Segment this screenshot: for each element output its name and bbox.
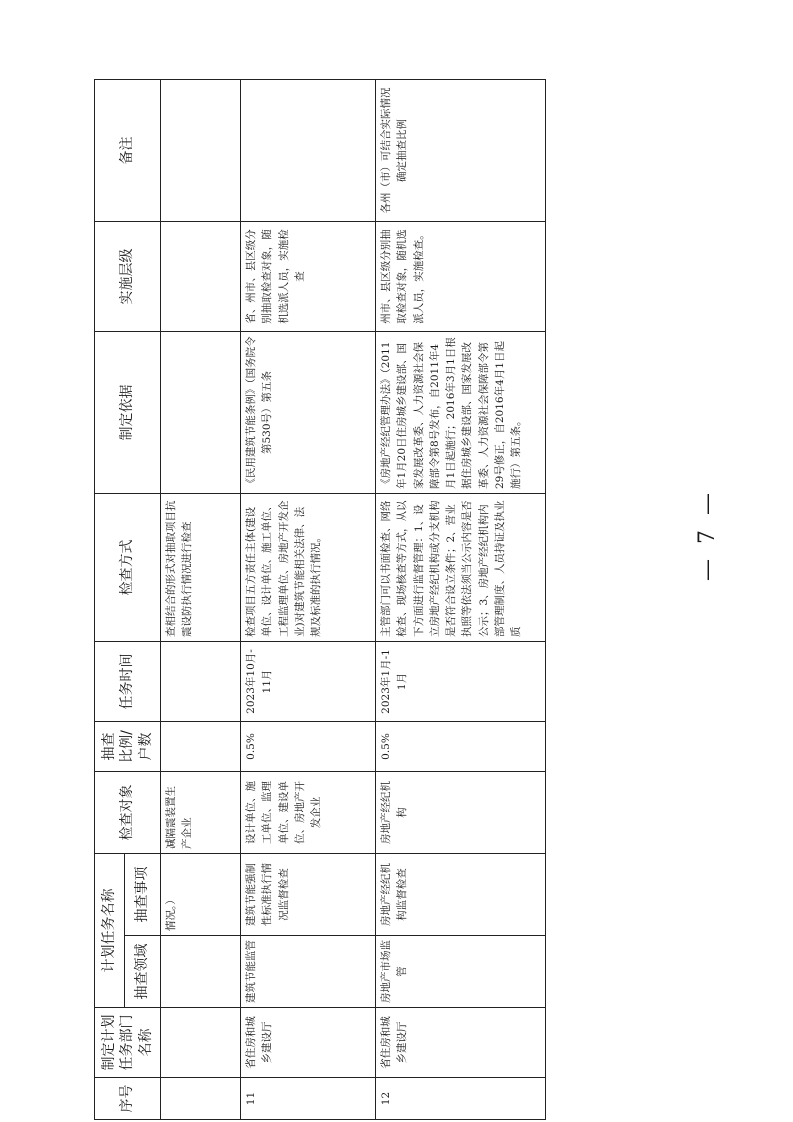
- header-plan-name: 计划任务名称: [95, 854, 125, 1008]
- cell-remark: [241, 80, 376, 222]
- header-seq: 序号: [95, 1078, 161, 1120]
- header-remark: 备注: [95, 80, 161, 222]
- cell-field: 房地产市场监管: [376, 936, 546, 1008]
- cell-remark: 各州（市）可结合实际情况确定抽查比例: [376, 80, 546, 222]
- page-number: — 7 —: [695, 489, 720, 581]
- cell-ratio: 0.5%: [376, 722, 546, 772]
- header-ratio: 抽查比例/户数: [95, 722, 161, 772]
- cell-method: 查相结合的形式对抽取项目抗震设防执行情况进行检查: [161, 494, 241, 642]
- header-basis: 制定依据: [95, 332, 161, 494]
- cell-level: 州市、县区级分别抽取检查对象，随机选派人员，实施检查。: [376, 222, 546, 332]
- cell-seq: 12: [376, 1078, 546, 1120]
- cell-time: [161, 642, 241, 722]
- cell-level: [161, 222, 241, 332]
- inspection-plan-table-container: [94, 80, 544, 1120]
- inspection-plan-table: [94, 79, 546, 1120]
- cell-basis: [161, 332, 241, 494]
- cell-ratio: 0.5%: [241, 722, 376, 772]
- header-target: 检查对象: [95, 772, 161, 854]
- cell-target: 设计单位、施工单位、监理单位、建设单位、房地产开发企业: [241, 772, 376, 854]
- table-row: [376, 80, 546, 1120]
- header-item: 抽查事项: [125, 854, 161, 936]
- cell-remark: [161, 80, 241, 222]
- cell-method: 检查项目五方责任主体(建设单位、设计单位、施工单位、工程监理单位、房地产开发企业)对建筑节能相关法律、法规及标准的执行情况。: [241, 494, 376, 642]
- cell-basis: 《房地产经纪管理办法》（2011年1月20日住房城乡建设部、国家发展改革委、人力资源社会保障部令第8号发布，自2011年4月1日起施行；2016年3月1日根据住房城乡建设部、国家发展改革委、人力资源社会保障部令第29号修正，自2016年4月1日起施行）第五条。: [376, 332, 546, 494]
- cell-item: 建筑节能强制性标准执行情况监督检查: [241, 854, 376, 936]
- cell-level: 省、州市、县区级分别抽取检查对象，随机选派人员，实施检查: [241, 222, 376, 332]
- table-row: [241, 80, 376, 1120]
- cell-dept: [161, 1008, 241, 1078]
- cell-target: 房地产经纪机构: [376, 772, 546, 854]
- header-method: 检查方式: [95, 494, 161, 642]
- cell-item: 情况。）: [161, 854, 241, 936]
- cell-field: [161, 936, 241, 1008]
- cell-seq: 11: [241, 1078, 376, 1120]
- header-dept: 制定计划任务部门名称: [95, 1008, 161, 1078]
- cell-seq: [161, 1078, 241, 1120]
- cell-time: 2023年10月-11月: [241, 642, 376, 722]
- cell-dept: 省住房和城乡建设厅: [376, 1008, 546, 1078]
- cell-time: 2023年1月-11月: [376, 642, 546, 722]
- cell-ratio: [161, 722, 241, 772]
- header-time: 任务时间: [95, 642, 161, 722]
- cell-item: 房地产经纪机构监督检查: [376, 854, 546, 936]
- rotated-table-frame: [94, 80, 544, 1120]
- table-header: [95, 80, 161, 1120]
- cell-dept: 省住房和城乡建设厅: [241, 1008, 376, 1078]
- cell-target: 减隔震装置生产企业: [161, 772, 241, 854]
- cell-basis: 《民用建筑节能条例》（国务院令第530号）第五条: [241, 332, 376, 494]
- table-row: [161, 80, 241, 1120]
- header-field: 抽查领域: [125, 936, 161, 1008]
- header-level: 实施层级: [95, 222, 161, 332]
- cell-method: 主管部门可以书面检查、网络检查、现场核查等方式，从以下方面进行监督管理：1、设立房地产经纪机构或分支机构是否符合设立条件；2、营业执照等依法须当公示内容是否公示；3、房地产经纪机构内部管理制度、人员持证及执业质: [376, 494, 546, 642]
- cell-field: 建筑节能监管: [241, 936, 376, 1008]
